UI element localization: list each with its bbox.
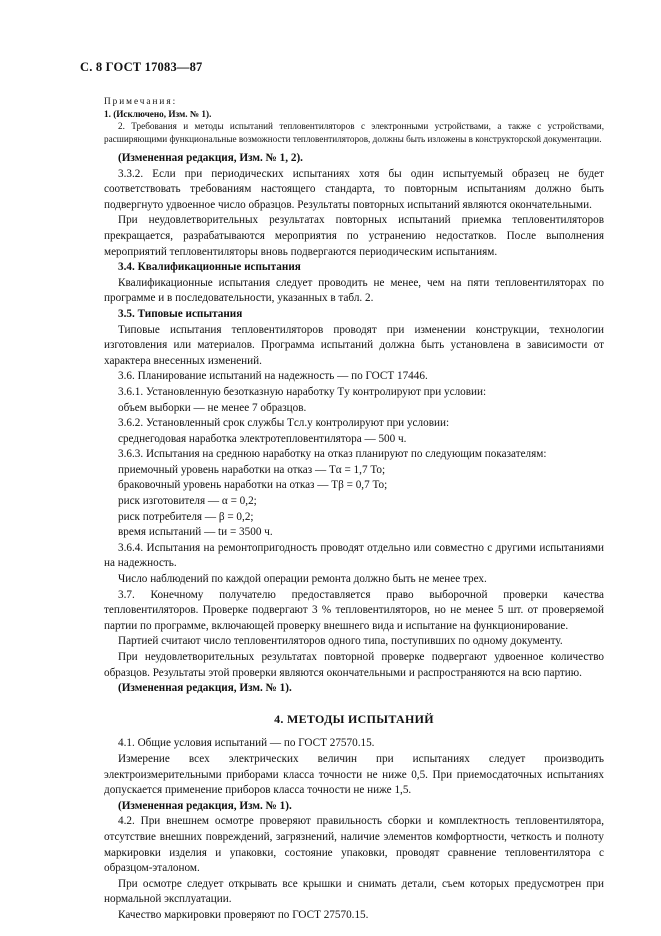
parameter-line: время испытаний — tи = 3500 ч.: [118, 526, 273, 539]
paragraph-3-7: 3.7. Конечному получателю предоставляется право выборочной проверки качества тепловентиляторов. Проверке подвергают 3 % тепловентиляторов, но не менее 5 шт. от проверяемой партии по программе, включающей проверку внешнего вида и испытание на функционирование.: [104, 588, 604, 632]
paragraph: объем выборки — не менее 7 образцов.: [118, 401, 307, 414]
heading-3-4: 3.4. Квалификационные испытания: [118, 261, 301, 274]
paragraph: Качество маркировки проверяют по ГОСТ 27570.15.: [118, 908, 369, 921]
parameter-line: приемочный уровень наработки на отказ — Tα = 1,7 To;: [118, 463, 386, 476]
paragraph-3-3-2: 3.3.2. Если при периодических испытаниях хотя бы один испытуемый образец не будет соответствовать требованиям настоящего стандарта, то повторным испытаниям должно быть подвергнуто удвоенное число образцов. Результаты повторных испытаний являются окончательными.: [104, 167, 604, 211]
paragraph-3-6-1: 3.6.1. Установленную безотказную наработку Tу контролируют при условии:: [118, 385, 487, 398]
parameter-line: риск изготовителя — α = 0,2;: [118, 495, 257, 508]
note-1: 1. (Исключено, Изм. № 1).: [104, 108, 212, 119]
paragraph: Квалификационные испытания следует проводить не менее, чем на пяти тепловентиляторах по программе и в последовательности, указанных в табл. 2.: [104, 276, 604, 305]
paragraph: Число наблюдений по каждой операции ремонта должно быть не менее трех.: [118, 573, 487, 586]
parameter-line: браковочный уровень наработки на отказ — Tβ = 0,7 To;: [118, 479, 388, 492]
paragraph: При осмотре следует открывать все крышки и снимать детали, съем которых предусмотрен при нормальной эксплуатации.: [104, 877, 604, 906]
paragraph: При неудовлетворительных результатах повторной проверке подвергают удвоенное количество образцов. Результаты этой проверки являются окончательными и распространяются на всю партию.: [104, 651, 604, 679]
paragraph: Типовые испытания тепловентиляторов проводят при изменении конструкции, технологии изготовления или материалов. Программа испытаний должна быть установлена в зависимости от характера внесенных изменений.: [104, 323, 604, 367]
section-title: 4. МЕТОДЫ ИСПЫТАНИЙ: [274, 711, 434, 726]
paragraph: При неудовлетворительных результатах повторных испытаний приемка тепловентиляторов прекращается, разрабатываются мероприятия по устранению недостатков. После выполнения мероприятий тепловентиляторы вновь подвергаются периодическим испытаниям.: [104, 214, 604, 258]
amendment-note: (Измененная редакция, Изм. № 1, 2).: [118, 152, 303, 164]
amendment-note: (Измененная редакция, Изм. № 1).: [118, 682, 292, 695]
parameter-line: риск потребителя — β = 0,2;: [118, 510, 254, 523]
document-body: [104, 95, 604, 924]
page-header: С. 8 ГОСТ 17083—87: [80, 60, 203, 74]
paragraph-4-1: 4.1. Общие условия испытаний — по ГОСТ 27570.15.: [118, 737, 375, 750]
amendment-note: (Измененная редакция, Изм. № 1).: [118, 799, 292, 812]
paragraph-3-6-3: 3.6.3. Испытания на среднюю наработку на отказ планируют по следующим показателям:: [118, 448, 547, 461]
paragraph: среднегодовая наработка электротепловентилятора — 500 ч.: [118, 432, 407, 445]
notes-title: Примечания:: [104, 96, 178, 106]
paragraph-3-6-4: 3.6.4. Испытания на ремонтопригодность проводят отдельно или совместно с другими испытаниями на надежность.: [104, 541, 604, 570]
paragraph: Партией считают число тепловентиляторов одного типа, поступивших по одному документу.: [118, 635, 563, 648]
paragraph-3-6: 3.6. Планирование испытаний на надежность — по ГОСТ 17446.: [118, 370, 428, 383]
paragraph-4-2: 4.2. При внешнем осмотре проверяют правильность сборки и комплектность тепловентилятора, отсутствие внешних повреждений, загрязнений, наличие элементов комфортности, четкость и полноту маркировки изделия и упаковки, состояние упаковки, проводят сравнение тепловентилятора с образцом-эталоном.: [104, 815, 604, 875]
note-2: 2. Требования и методы испытаний тепловентиляторов с электронными устройствами, а также с устройствами, расширяющими функциональные возможности тепловентиляторов, должны быть изложены в конструкторской документации.: [104, 121, 604, 144]
paragraph-3-6-2: 3.6.2. Установленный срок службы Tсл.у контролируют при условии:: [118, 417, 450, 430]
heading-3-5: 3.5. Типовые испытания: [118, 307, 243, 320]
paragraph: Измерение всех электрических величин при испытаниях следует производить электроизмерительными приборами класса точности не ниже 0,5. При приемосдаточных испытаниях допускается применение приборов класса точности не ниже 1,5.: [104, 752, 604, 797]
